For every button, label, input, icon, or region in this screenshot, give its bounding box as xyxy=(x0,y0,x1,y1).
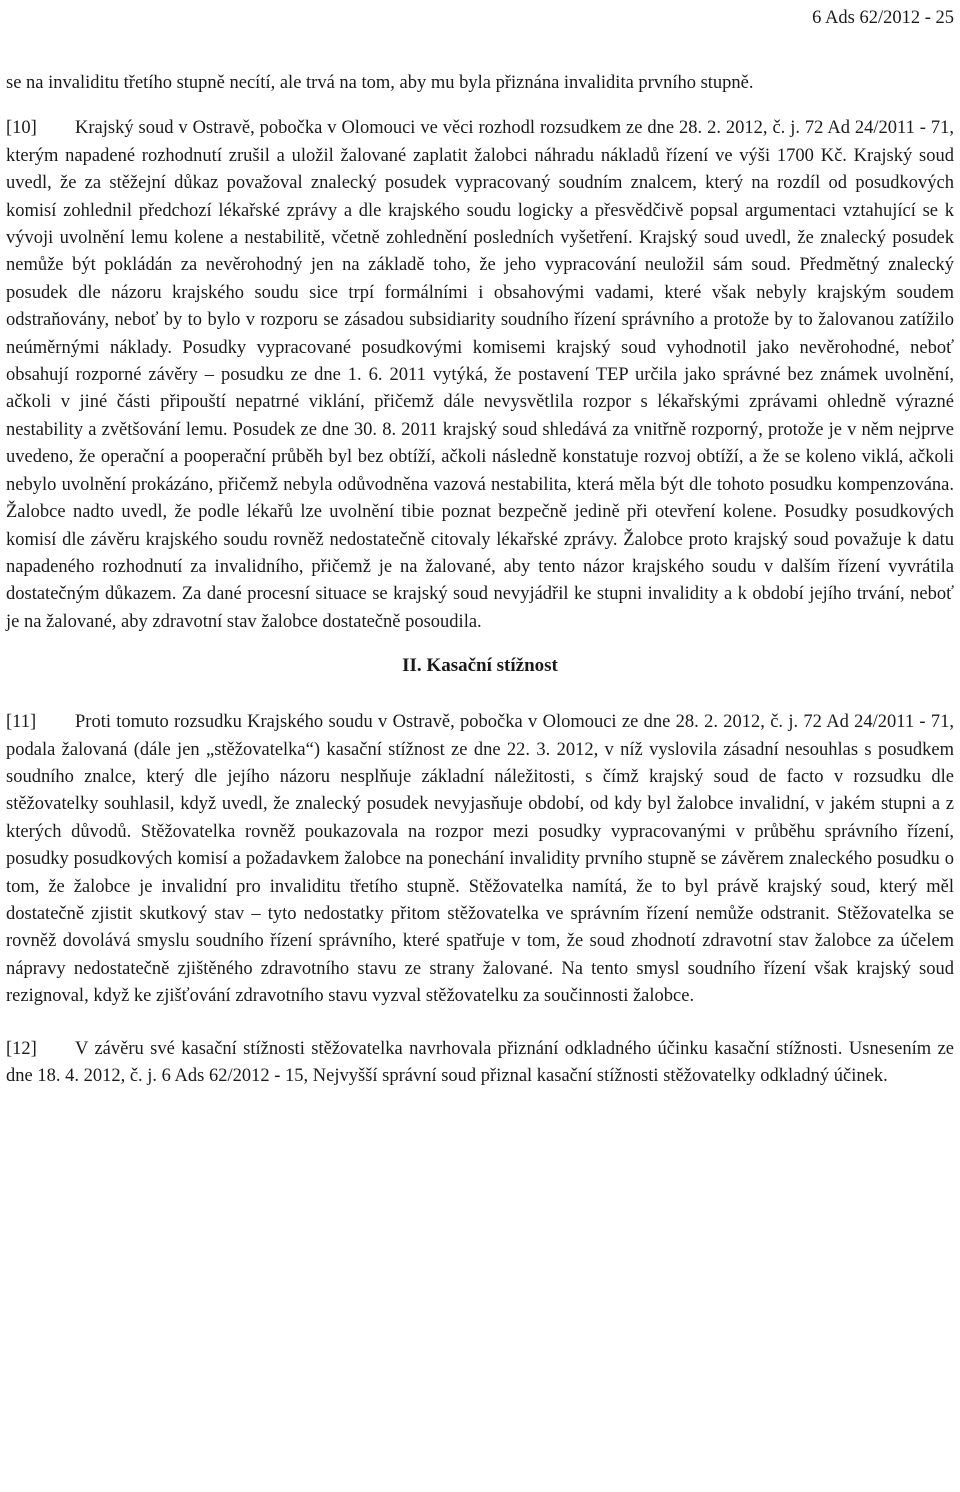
paragraph-text: Krajský soud v Ostravě, pobočka v Olomouci ve věci rozhodl rozsudkem ze dne 28. 2. 2012, č. j. 72 Ad 24/2011 - 71, kterým napadené rozhodnutí zrušil a uložil žalované zaplatit žalobci náhradu nákladů řízení ve výši 1700 Kč. Krajský soud uvedl, že za stěžejní důkaz považoval znalecký posudek vypracovaný soudním znalcem, který na rozdíl od posudkových komisí zohlednil předchozí lékařské zprávy a dle krajského soudu logicky a přesvědčivě popsal argumentaci vztahující se k vývoji uvolnění lemu kolene a nestabilitě, včetně zohlednění posledních vyšetření. Krajský soud uvedl, že znalecký posudek nemůže být pokládán za nevěrohodný jen na základě toho, že jeho vypracování neuložil sám soud. Předmětný znalecký posudek dle názoru krajského soudu sice trpí formálními i obsahovými vadami, které však nebyly krajským soudem odstraňovány, neboť by to bylo v rozporu se zásadou subsidiarity soudního řízení správního a protože by to žalovanou zatížilo neúměrnými náklady. Posudky vypracované posudkovými komisemi krajský soud vyhodnotil jako nevěrohodné, neboť obsahují rozporné závěry – posudku ze dne 1. 6. 2011 vytýká, že postavení TEP určila jako správné bez známek uvolnění, ačkoli v jiné části připouští nepatrné viklání, přičemž dále nevysvětlila rozpor s lékařskými zprávami ohledně výrazné nestability a zvětšování lemu. Posudek ze dne 30. 8. 2011 krajský soud shledává za vnitřně rozporný, protože je v něm nejprve uvedeno, že operační a pooperační průběh byl bez obtíží, ačkoli následně konstatuje rozvoj obtíží, a že se koleno viklá, ačkoli nebylo uvolnění prokázáno, přičemž nebyla odůvodněna vazová nestabilita, která měla být dle tohoto posudku kompenzována. Žalobce nadto uvedl, že podle lékařů lze uvolnění tibie poznat bezpečně jedině při otevření kolene. Posudky posudkových komisí dle závěru krajského soudu rovněž nedostatečně citovaly lékařské zprávy. Žalobce proto krajský soud považuje k datu napadeného rozhodnutí za invalidního, přičemž je na žalované, aby tento názor krajského soudu v dalším řízení vyvrátila dostatečným důkazem. Za dané procesní situace se krajský soud nevyjádřil ke stupni invalidity a k období jejího trvání, neboť je na žalované, aby zdravotní stav žalobce dostatečně posoudila. xyxy=(6,118,954,632)
document-page xyxy=(6,0,954,1492)
paragraph-number: [12] xyxy=(6,1038,37,1059)
paragraph-text: Proti tomuto rozsudku Krajského soudu v Ostravě, pobočka v Olomouci ze dne 28. 2. 2012, č. j. 72 Ad 24/2011 - 71, podala žalovaná (dále jen „stěžovatelka“) kasační stížnost ze dne 22. 3. 2012, v níž vyslovila zásadní nesouhlas s posudkem soudního znalce, který dle jejího názoru nesplňuje základní náležitosti, s čímž krajský soud de facto v rozsudku dle stěžovatelky souhlasil, když uvedl, že znalecký posudek nevyjasňuje období, od kdy byl žalobce invalidní, v jakém stupni a z kterých důvodů. Stěžovatelka rovněž poukazovala na rozpor mezi posudky vypracovanými v průběhu správního řízení, posudky posudkových komisí a požadavkem žalobce na ponechání invalidity prvního stupně se závěrem znaleckého posudku o tom, že žalobce je invalidní pro invaliditu třetího stupně. Stěžovatelka namítá, že to byl právě krajský soud, který měl dostatečně zjistit skutkový stav – tyto nedostatky přitom stěžovatelka ve správním řízení nemůže odstranit. Stěžovatelka se rovněž dovolává smyslu soudního řízení správního, které spatřuje v tom, že soud zhodnotí zdravotní stav žalobce za účelem nápravy nedostatečně zjištěného zdravotního stavu ze strany žalované. Na tento smysl soudního řízení však krajský soud rezignoval, když ke zjišťování zdravotního stavu vyzval stěžovatelku za součinnosti žalobce. xyxy=(6,712,954,1007)
paragraph-12 xyxy=(6,1036,954,1091)
paragraph-number: [10] xyxy=(6,118,37,139)
paragraph-10 xyxy=(6,115,954,636)
paragraph-text: V závěru své kasační stížnosti stěžovatelka navrhovala přiznání odkladného účinku kasační stížnosti. Usnesením ze dne 18. 4. 2012, č. j. 6 Ads 62/2012 - 15, Nejvyšší správní soud přiznal kasační stížnosti stěžovatelky odkladný účinek. xyxy=(6,1038,954,1086)
paragraph-number: [11] xyxy=(6,712,37,733)
case-reference: 6 Ads 62/2012 - 25 xyxy=(812,8,954,28)
section-heading: II. Kasační stížnost xyxy=(402,655,558,677)
paragraph-continuation: se na invaliditu třetího stupně necítí, ale trvá na tom, aby mu byla přiznána invalidita prvního stupně. xyxy=(6,73,754,93)
paragraph-11 xyxy=(6,709,954,1010)
page-header xyxy=(6,0,954,34)
